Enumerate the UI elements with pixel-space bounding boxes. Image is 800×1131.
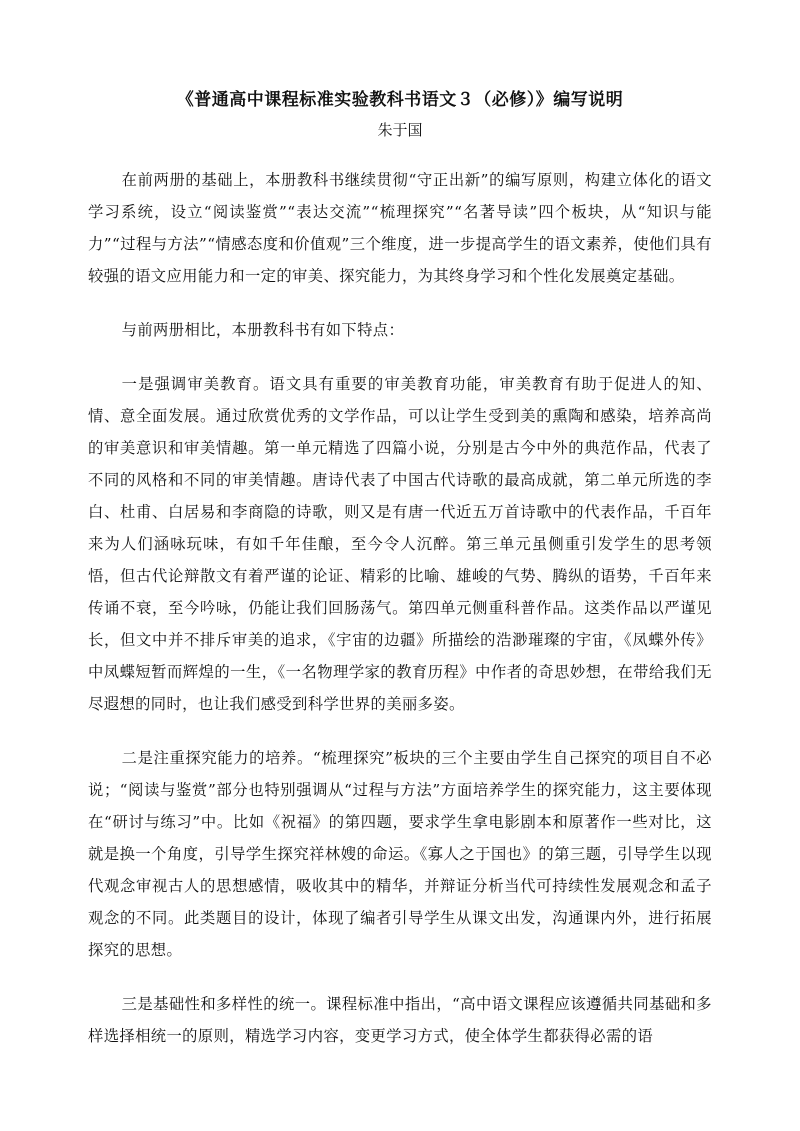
paragraph-intro: 在前两册的基础上，本册教科书继续贯彻“守正出新”的编写原则，构建立体化的语文学习系统，设立“阅读鉴赏”“表达交流”“梳理探究”“名著导读”四个板块，从“知识与能力”“过程与方法”“情感态度和价值观”三个维度，进一步提高学生的语文素养，使他们具有较强的语文应用能力和一定的审美、探究能力，为其终身学习和个性化发展奠定基础。 [88,171,712,285]
document-author: 朱于国 [377,121,423,139]
paragraph-features-lead: 与前两册相比，本册教科书有如下特点： [121,321,405,339]
paragraph-aesthetic-education: 一是强调审美教育。语文具有重要的审美教育功能，审美教育有助于促进人的知、情、意全面发展。通过欣赏优秀的文学作品，可以让学生受到美的熏陶和感染，培养高尚的审美意识和审美情趣。第一单元精选了四篇小说，分别是古今中外的典范作品，代表了不同的风格和不同的审美情趣。唐诗代表了中国古代诗歌的最高成就，第二单元所选的李白、杜甫、白居易和李商隐的诗歌，则又是有唐一代近五万首诗歌中的代表作品，千百年来为人们涵咏玩味，有如千年佳酿，至今令人沉醉。第三单元虽侧重引发学生的思考领悟，但古代论辩散文有着严谨的论证、精彩的比喻、雄峻的气势、腾纵的语势，千百年来传诵不衰，至今吟咏，仍能让我们回肠荡气。第四单元侧重科普作品。这类作品以严谨见长，但文中并不排斥审美的追求，《宇宙的边疆》所描绘的浩渺璀璨的宇宙，《凤蝶外传》中凤蝶短暂而辉煌的一生，《一名物理学家的教育历程》中作者的奇思妙想，在带给我们无尽遐想的同时，也让我们感受到科学世界的美丽多姿。 [88,375,712,713]
paragraph-inquiry-ability: 二是注重探究能力的培养。“梳理探究”板块的三个主要由学生自己探究的项目自不必说；“阅读与鉴赏”部分也特别强调从“过程与方法”方面培养学生的探究能力，这主要体现在“研讨与练习”中。比如《祝福》的第四题，要求学生拿电影剧本和原著作一些对比，这就是换一个角度，引导学生探究祥林嫂的命运。《寡人之于国也》的第三题，引导学生以现代观念审视古人的思想感情，吸收其中的精华，并辩证分析当代可持续性发展观念和孟子观念的不同。此类题目的设计，体现了编者引导学生从课文出发，沟通课内外，进行拓展探究的思想。 [88,749,712,959]
document-title: 《普通高中课程标准实验教科书语文３（必修）》编写说明 [176,90,624,110]
paragraph-foundation-diversity: 三是基础性和多样性的统一。课程标准中指出，“高中语文课程应该遵循共同基础和多样选择相统一的原则，精选学习内容，变更学习方式，使全体学生都获得必需的语 [88,995,712,1045]
document-page [88,88,712,1052]
